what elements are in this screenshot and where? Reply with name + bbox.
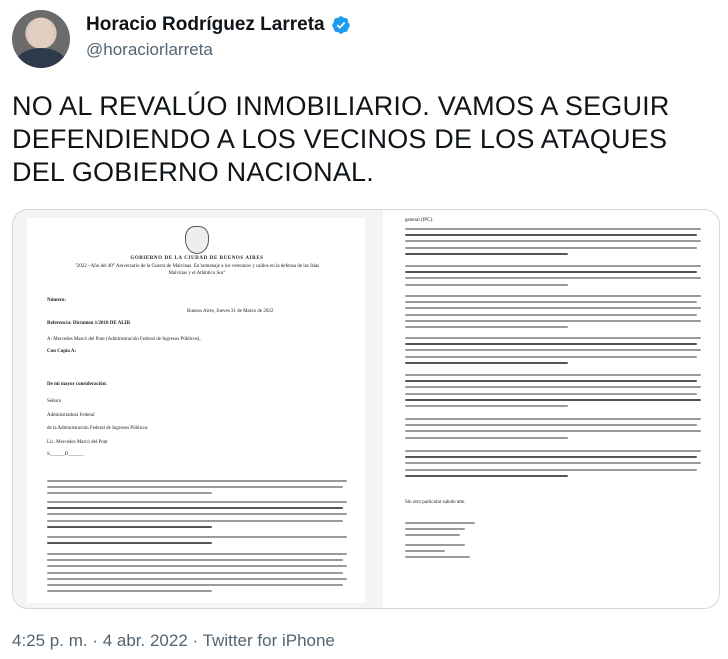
coat-of-arms-icon (185, 226, 209, 254)
tweet-source[interactable]: Twitter for iPhone (202, 631, 335, 650)
text-line (405, 399, 701, 401)
text-line (405, 475, 568, 477)
text-line (47, 486, 343, 488)
text-line (405, 240, 701, 242)
text-line (405, 362, 568, 364)
text-line (405, 314, 697, 316)
author-name[interactable]: Horacio Rodríguez Larreta (86, 14, 325, 35)
text-line (47, 542, 212, 544)
text-line (405, 343, 697, 345)
doc-first-line: general (IPC). (405, 218, 434, 223)
text-line (47, 578, 347, 580)
text-line (405, 386, 701, 388)
text-line (47, 572, 343, 574)
signature-line (405, 556, 470, 558)
text-line (405, 424, 697, 426)
avatar[interactable] (12, 10, 70, 68)
doc-closing: Sin otro particular saludo atte. (405, 500, 466, 505)
text-line (47, 526, 212, 528)
text-line (405, 307, 701, 309)
text-line (47, 501, 347, 503)
text-line (405, 469, 697, 471)
text-line (405, 462, 701, 464)
text-line (47, 513, 347, 515)
text-line (47, 559, 343, 561)
doc-copia: Con Copia A: (47, 349, 77, 354)
signature-line (405, 534, 460, 536)
doc-numero: Número: (47, 298, 67, 303)
doc-salutation: Señora (47, 399, 61, 404)
text-line (47, 520, 343, 522)
text-line (47, 590, 212, 592)
text-line (47, 536, 347, 538)
tweet-media-image[interactable] (12, 209, 720, 609)
doc-referencia: Referencia: Dictamen 1/2018 DE ALIR (47, 321, 131, 326)
doc-header: GOBIERNO DE LA CIUDAD DE BUENOS AIRES (130, 256, 264, 261)
doc-role: Administradora Federal (47, 413, 95, 418)
signature-line (405, 550, 445, 552)
text-line (405, 320, 701, 322)
text-line (405, 277, 701, 279)
text-line (405, 228, 701, 230)
text-line (47, 492, 212, 494)
text-line (405, 349, 701, 351)
text-line (405, 430, 701, 432)
text-line (47, 565, 347, 567)
doc-place-date: Buenos Aires, Jueves 31 de Marzo de 2022 (187, 309, 274, 314)
text-line (405, 271, 697, 273)
text-line (405, 253, 568, 255)
text-line (47, 553, 347, 555)
tweet-date[interactable]: 4 abr. 2022 (102, 631, 188, 650)
text-line (405, 301, 697, 303)
text-line (405, 295, 701, 297)
tweet-meta: 4:25 p. m. · 4 abr. 2022 · Twitter for iPhone (12, 631, 335, 650)
signature-line (405, 528, 465, 530)
tweet-text: NO AL REVALÚO INMOBILIARIO. VAMOS A SEGUIR DEFENDIENDO A LOS VECINOS DE LOS ATAQUES DEL GOBIERNO NACIONAL. (12, 91, 670, 187)
signature-line (405, 522, 475, 524)
author-block[interactable] (86, 14, 351, 60)
text-line (405, 437, 568, 439)
doc-to: A: Mercedes Marcó del Pont (Administración Federal de Ingresos Públicos), (47, 337, 201, 342)
tweet-time[interactable]: 4:25 p. m. (12, 631, 88, 650)
signature-line (405, 544, 465, 546)
text-line (405, 405, 568, 407)
text-line (47, 480, 347, 482)
doc-subheader: "2022 - Año del 40° Aniversario de la Guerra de Malvinas. En homenaje a los veteranos y caídos en la defensa de las Islas Malvinas y el Atlántico Sur" (74, 264, 320, 276)
text-line (405, 284, 568, 286)
text-line (405, 356, 697, 358)
document-page-right (383, 210, 719, 608)
text-line (405, 380, 697, 382)
text-line (405, 234, 697, 236)
verified-badge-icon (331, 15, 351, 35)
text-line (405, 374, 701, 376)
document-page-left (27, 218, 365, 603)
author-handle[interactable]: @horaciorlarreta (86, 40, 213, 59)
doc-greeting: De mi mayor consideración: (47, 382, 108, 387)
text-line (405, 326, 568, 328)
text-line (405, 456, 697, 458)
text-line (47, 584, 343, 586)
text-line (405, 450, 701, 452)
doc-org: de la Administración Federal de Ingresos Públicos (47, 426, 148, 431)
text-line (405, 418, 701, 420)
text-line (405, 337, 701, 339)
text-line (405, 393, 697, 395)
doc-lic: Lic. Mercedes Marcó del Pont (47, 440, 108, 445)
text-line (405, 247, 697, 249)
text-line (405, 265, 701, 267)
doc-sd: S______D______ (47, 452, 84, 457)
text-line (47, 507, 343, 509)
